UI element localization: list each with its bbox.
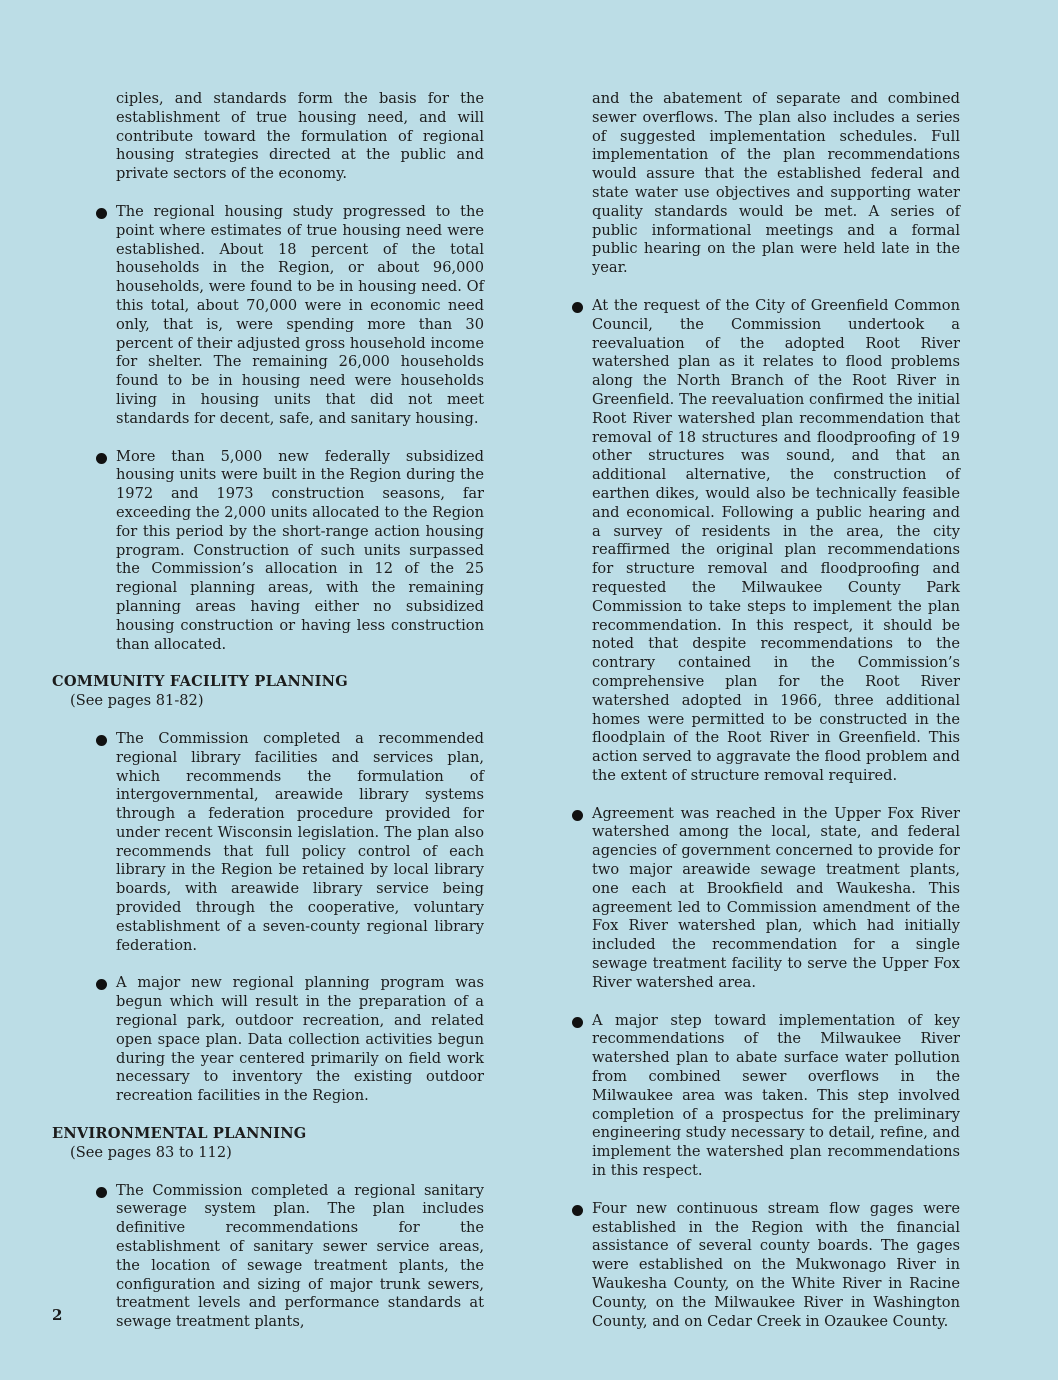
intro-paragraph: ciples, and standards form the basis for the establishment of true housing need, and will contribute toward the formulation of regional housing strategies directed at the public and private sectors of the economy. (116, 90, 484, 183)
section-heading-environmental: ENVIRONMENTAL PLANNING (52, 1125, 307, 1143)
bullet-icon (572, 302, 583, 313)
bullet-icon (96, 979, 107, 990)
bullet-text: The Commission completed a recommended regional library facilities and services plan, which recommends the formulation of intergovernmental, areawide library systems through a federation procedure provided for under recent Wisconsin legislation. The plan also recommends that full policy control of each library in the Region be retained by local library boards, with areawide library service being provided through the cooperative, voluntary establishment of a seven-county regional library federation. (116, 729, 484, 954)
bullet-text: Four new continuous stream flow gages were established in the Region with the financial assistance of several county boards. The gages were established on the Mukwonago River in Waukesha County, on the White River in Racine County, on the Milwaukee River in Washington County, and on Cedar Creek in Ozaukee County. (592, 1199, 960, 1330)
bullet-icon (96, 735, 107, 746)
bullet-item (572, 1200, 960, 1332)
section-heading-community: COMMUNITY FACILITY PLANNING (52, 673, 348, 691)
bullet-icon (96, 208, 107, 219)
bullet-item (96, 730, 484, 956)
bullet-item (572, 1012, 960, 1181)
bullet-item (96, 974, 484, 1106)
bullet-text: Agreement was reached in the Upper Fox River watershed among the local, state, and federal agencies of government concerned to provide for two major areawide sewage treatment plants, one each at Brookfield and Waukesha. This agreement led to Commission amendment of the Fox River watershed plan, which had initially included the recommendation for a single sewage treatment facility to serve the Upper Fox River watershed area. (592, 804, 960, 991)
bullet-item (96, 448, 484, 655)
bullet-text: The regional housing study progressed to the point where estimates of true housing need were established. About 18 percent of the total households in the Region, or about 96,000 households, were found to be in housing need. Of this total, about 70,000 were in economic need only, that is, were spending more than 30 percent of their adjusted gross household income for shelter. The remaining 26,000 households found to be in housing need were households living in housing units that did not meet standards for decent, safe, and sanitary housing. (116, 202, 484, 427)
left-column (52, 90, 484, 1332)
bullet-item (572, 805, 960, 993)
bullet-text: A major step toward implementation of key recommendations of the Milwaukee River watershed plan to abate surface water pollution from combined sewer overflows in the Milwaukee area was taken. This step involved completion of a prospectus for the preliminary engineering study necessary to detail, refine, and implement the watershed plan recommendations in this respect. (592, 1011, 960, 1180)
bullet-item (96, 1182, 484, 1332)
section-pages-community: (See pages 81-82) (70, 692, 204, 710)
page-number: 2 (52, 1306, 63, 1324)
bullet-item (572, 297, 960, 786)
bullet-icon (572, 810, 583, 821)
section-pages-environmental: (See pages 83 to 112) (70, 1143, 232, 1161)
bullet-icon (96, 453, 107, 464)
bullet-icon (572, 1205, 583, 1216)
bullet-item (96, 203, 484, 429)
bullet-text: At the request of the City of Greenfield Common Council, the Commission undertook a reevaluation of the adopted Root River watershed plan as it relates to flood problems along the North Branch of the Root River in Greenfield. The reevaluation confirmed the initial Root River watershed plan recommendation that removal of 18 structures and floodproofing of 19 other structures was sound, and that an additional alternative, the construction of earthen dikes, would also be technically feasible and economical. Following a public hearing and a survey of residents in the area, the city reaffirmed the original plan recommendations for structure removal and floodproofing and requested the Milwaukee County Park Commission to take steps to implement the plan recommendation. In this respect, it should be noted that despite recommendations to the contrary contained in the Commission’s comprehensive plan for the Root River watershed adopted in 1966, three additional homes were permitted to be constructed in the floodplain of the Root River in Greenfield. This action served to aggravate the flood problem and the extent of structure removal required. (592, 296, 960, 784)
bullet-icon (96, 1187, 107, 1198)
bullet-text: The Commission completed a regional sanitary sewerage system plan. The plan includes definitive recommendations for the establishment of sanitary sewer service areas, the location of sewage treatment plants, the configuration and sizing of major trunk sewers, treatment levels and performance standards at sewage treatment plants, (116, 1181, 484, 1331)
continuation-paragraph: and the abatement of separate and combined sewer overflows. The plan also includes a series of suggested implementation schedules. Full implementation of the plan recommendations would assure that the established federal and state water use objectives and supporting water quality standards would be met. A series of public informational meetings and a formal public hearing on the plan were held late in the year. (592, 90, 960, 277)
right-column (572, 90, 960, 1331)
bullet-text: A major new regional planning program was begun which will result in the preparation of a regional park, outdoor recreation, and related open space plan. Data collection activities begun during the year centered primarily on field work necessary to inventory the existing outdoor recreation facilities in the Region. (116, 974, 484, 1105)
bullet-text: More than 5,000 new federally subsidized housing units were built in the Region during the 1972 and 1973 construction seasons, far exceeding the 2,000 units allocated to the Region for this period by the short-range action housing program. Construction of such units surpassed the Commission’s allocation in 12 of the 25 regional planning areas, with the remaining planning areas having either no subsidized housing construction or having less construction than allocated. (116, 447, 484, 653)
bullet-icon (572, 1017, 583, 1028)
